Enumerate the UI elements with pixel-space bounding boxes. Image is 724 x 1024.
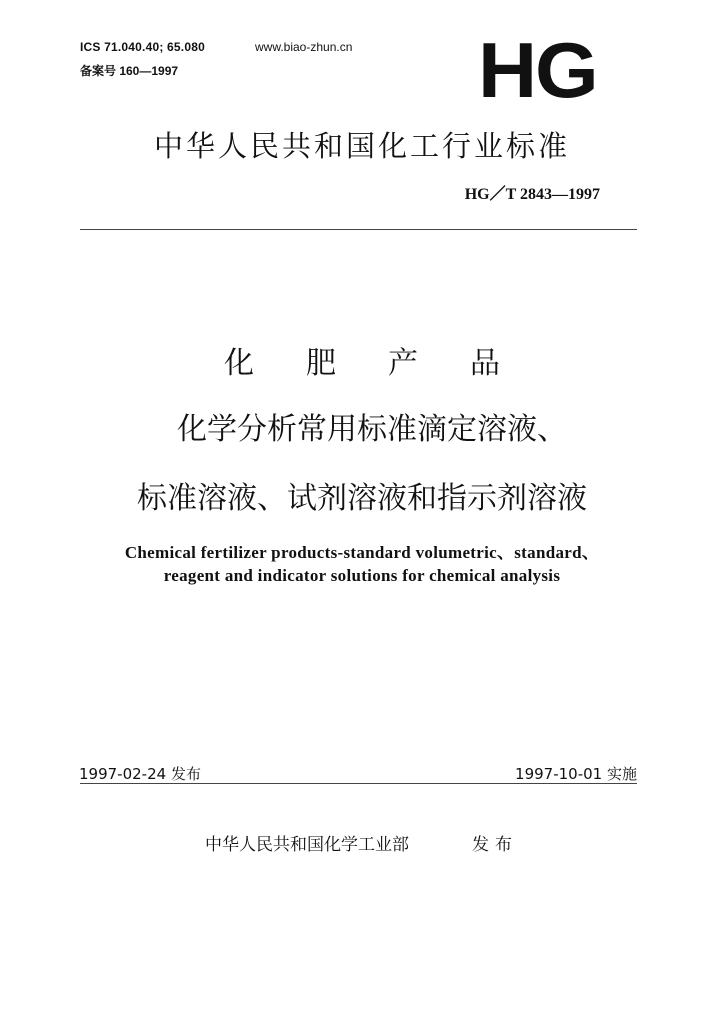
title-cn-line-2: 化学分析常用标准滴定溶液、 (177, 412, 567, 447)
title-cn-line-1 (0, 338, 724, 382)
title-en-line-2: reagent and indicator solutions for chemical analysis (163, 566, 561, 585)
hg-logo: HG (478, 26, 597, 114)
title-char: 品 (470, 346, 500, 381)
title-char: 化 (224, 346, 254, 381)
issue-date: 1997-02-24 发布 (79, 765, 201, 783)
issuing-authority: 中华人民共和国化学工业部 (205, 835, 409, 855)
filing-number: 备案号 160—1997 (80, 64, 179, 78)
date-divider (80, 783, 637, 784)
implementation-date: 1997-10-01 实施 (515, 765, 637, 783)
website-text: www.biao-zhun.cn (255, 40, 353, 54)
title-en-line-1: Chemical fertilizer products-standard volumetric、standard、 (124, 543, 600, 562)
header-divider (80, 229, 637, 230)
issue-label: 发布 (472, 835, 518, 855)
standard-code: HG／T 2843—1997 (464, 186, 600, 203)
ics-code: ICS 71.040.40; 65.080 (80, 40, 205, 54)
title-cn-line-3: 标准溶液、试剂溶液和指示剂溶液 (137, 481, 587, 516)
title-char: 产 (388, 346, 418, 381)
standard-category-title: 中华人民共和国化工行业标准 (153, 129, 570, 163)
title-char: 肥 (306, 346, 336, 381)
